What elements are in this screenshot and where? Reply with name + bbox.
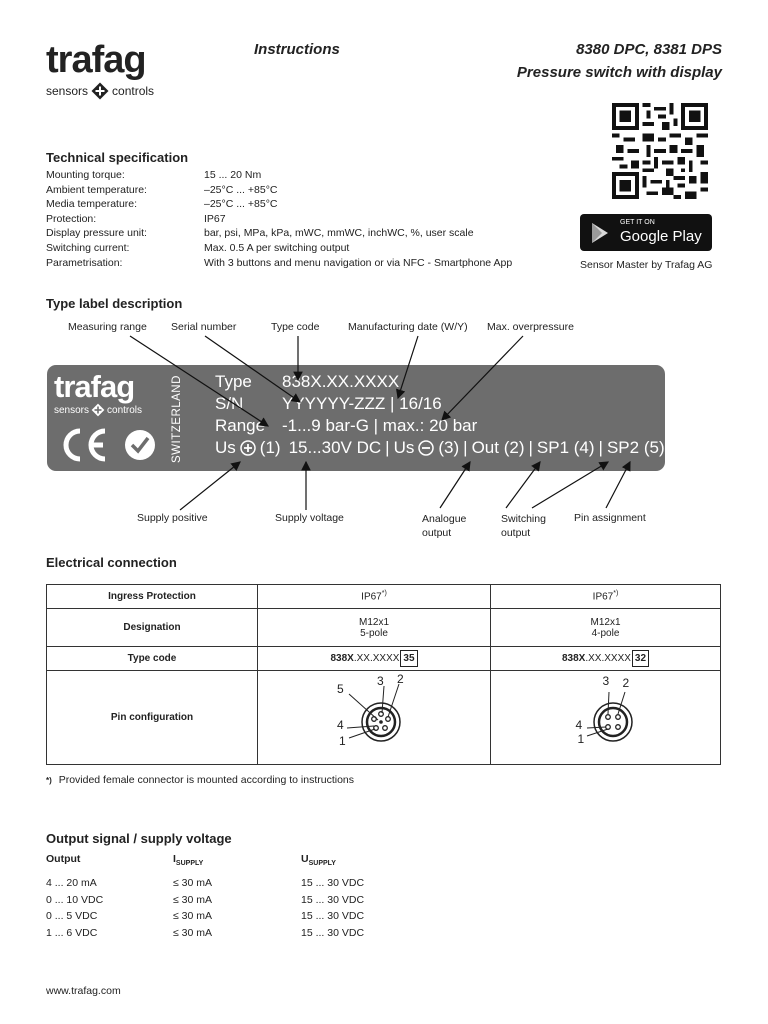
callout-switching-output — [501, 512, 546, 540]
logo-sub-right: controls — [112, 84, 155, 98]
type-label-plate: trafag sensors controls SWITZERLAND Type 838X.XX.XXXX S/N YYYYYY-ZZZ | 16/16 Range -1...9 bar-G | max.: 20 bar Us (1) 15...30V DC | Us (3) | Out (2) | SP1 (4) | SP2 (5) — [47, 365, 665, 471]
col2-code-rest: .XX.XXXX — [585, 653, 631, 664]
plate-sn-key: S/N — [215, 394, 244, 413]
col1-code-bold: 838X — [330, 653, 354, 664]
usupply-value: 15 ... 30 VDC — [301, 926, 365, 939]
pin-label-4: 4 — [575, 717, 583, 732]
logo-sub-left: sensors — [46, 84, 89, 98]
footnote-mark: *) — [46, 776, 52, 785]
isupply-value: ≤ 30 mA — [173, 926, 213, 939]
output-value: 4 ... 20 mA — [46, 877, 97, 889]
pin-label-5: 5 — [337, 681, 344, 696]
pin-label-3: 3 — [377, 673, 384, 688]
spec-label: Switching current: — [46, 241, 130, 254]
row-label-pins: Pin configuration — [47, 671, 258, 765]
plate-range-value: -1...9 bar-G — [282, 416, 369, 435]
callout-measuring-range: Measuring range — [68, 321, 147, 333]
col2-desig-1: M12x1 — [590, 616, 621, 628]
col2-ip-sup: *) — [613, 590, 619, 598]
output-title: Output signal / supply voltage — [46, 831, 232, 846]
pin-label-2: 2 — [397, 671, 404, 686]
callout-switching-2: output — [501, 527, 531, 539]
spec-label: Mounting torque: — [46, 169, 125, 181]
plate-country: SWITZERLAND — [171, 375, 183, 463]
callout-serial-number: Serial number — [171, 321, 237, 333]
col1-code-box: 35 — [400, 650, 417, 667]
footnote-text: Provided female connector is mounted according to instructions — [58, 774, 355, 786]
pin-label-4: 4 — [337, 717, 344, 732]
plate-us-plus: Us — [215, 438, 236, 457]
output-row — [46, 925, 364, 942]
col1-ip — [258, 585, 491, 609]
plate-range-max: max.: 20 bar — [382, 416, 478, 435]
spec-value: IP67 — [204, 212, 226, 225]
plate-range-key: Range — [215, 416, 266, 435]
callout-switching-1: Switching — [501, 513, 546, 525]
plate-sp2: SP2 (5) — [606, 438, 665, 457]
output-row — [46, 908, 364, 925]
output-table — [46, 853, 364, 941]
plate-type-key: Type — [215, 372, 252, 391]
plate-logo-sub-left: sensors — [54, 404, 90, 416]
usupply-sub: SUPPLY — [308, 860, 336, 868]
isupply-sub: SUPPLY — [175, 860, 204, 868]
plate-out: Out (2) — [471, 438, 525, 457]
plate-pin3: (3) — [438, 438, 460, 457]
product-heading: Pressure switch with display — [516, 64, 722, 81]
usupply-value: 15 ... 30 VDC — [301, 877, 365, 889]
row-label-ip: Ingress Protection — [47, 585, 258, 609]
usupply-value: 15 ... 30 VDC — [301, 910, 365, 922]
callout-pin-assignment: Pin assignment — [574, 512, 646, 524]
col1-ip-text: IP67 — [361, 591, 382, 603]
footnote — [46, 774, 354, 786]
col2-pins — [491, 671, 721, 765]
output-header: Output — [46, 853, 81, 865]
row-label-typecode: Type code — [47, 647, 258, 671]
logo-wordmark: trafag — [46, 39, 146, 81]
output-value: 1 ... 6 VDC — [46, 926, 98, 939]
footer-url[interactable]: www.trafag.com — [46, 985, 121, 997]
col1-code-rest: .XX.XXXX — [353, 653, 400, 664]
tech-spec-title: Technical specification — [46, 150, 189, 165]
plate-type-value: 838X.XX.XXXX — [282, 372, 400, 391]
plate-us-minus: Us — [393, 438, 415, 457]
plate-pin1: (1) — [259, 438, 281, 457]
col2-designation — [491, 609, 721, 647]
spec-label: Parametrisation: — [46, 256, 123, 269]
doc-type-heading: Instructions — [254, 41, 340, 58]
connector-5pole-icon — [319, 673, 429, 760]
plate-sn-date: 16/16 — [399, 394, 442, 413]
store-big-text: Google Play — [620, 228, 702, 245]
output-value: 0 ... 10 VDC — [46, 893, 104, 906]
col2-typecode — [491, 647, 721, 671]
plate-sn-value: YYYYYY-ZZZ — [282, 394, 386, 413]
isupply-header: I — [173, 853, 176, 865]
spec-label: Media temperature: — [46, 198, 138, 211]
pin-label-3: 3 — [602, 673, 610, 688]
spec-value: –25°C ... +85°C — [204, 198, 278, 211]
col2-ip — [491, 585, 721, 609]
callout-manufacturing-date: Manufacturing date (W/Y) — [348, 321, 468, 333]
col1-desig-1: M12x1 — [358, 616, 389, 628]
isupply-value: ≤ 30 mA — [173, 877, 213, 889]
callout-max-overpressure: Max. overpressure — [487, 321, 574, 333]
spec-value: –25°C ... +85°C — [204, 183, 278, 196]
col1-designation — [258, 609, 491, 647]
spec-label: Display pressure unit: — [46, 227, 147, 240]
callout-type-code: Type code — [271, 321, 320, 333]
spec-label: Protection: — [46, 212, 97, 225]
col1-pins — [258, 671, 491, 765]
app-caption: Sensor Master by Trafag AG — [580, 259, 713, 271]
output-row — [46, 892, 364, 909]
plate-voltage: 15...30V DC — [288, 438, 382, 457]
col1-typecode — [258, 647, 491, 671]
spec-value: 15 ... 20 Nm — [204, 169, 262, 181]
row-label-designation: Designation — [47, 609, 258, 647]
spec-value: Max. 0.5 A per switching output — [204, 241, 350, 254]
pin-label-1: 1 — [577, 731, 585, 746]
spec-value: bar, psi, MPa, kPa, mWC, mmWC, inchWC, %, user scale — [204, 227, 474, 240]
type-label-title: Type label description — [46, 296, 183, 311]
callout-analogue-output — [422, 512, 466, 540]
plate-sp1: SP1 (4) — [536, 438, 595, 457]
col1-ip-sup: *) — [381, 590, 387, 598]
model-heading: 8380 DPC, 8381 DPS — [576, 41, 722, 58]
col2-desig-2: 4-pole — [591, 627, 620, 639]
plate-logo-sub-right: controls — [107, 404, 143, 416]
output-row — [46, 875, 364, 892]
callout-supply-positive: Supply positive — [137, 512, 208, 524]
isupply-value: ≤ 30 mA — [173, 893, 213, 906]
usupply-value: 15 ... 30 VDC — [301, 893, 365, 906]
col2-code-box: 32 — [632, 650, 649, 667]
callout-analogue-2: output — [422, 527, 452, 539]
pin-label-1: 1 — [339, 733, 346, 748]
isupply-value: ≤ 30 mA — [173, 910, 213, 922]
electrical-table — [46, 584, 721, 765]
electrical-title: Electrical connection — [46, 555, 177, 570]
spec-label: Ambient temperature: — [46, 183, 147, 196]
spec-value: With 3 buttons and menu navigation or via NFC - Smartphone App — [204, 256, 513, 269]
store-small-text: GET IT ON — [620, 219, 655, 226]
connector-4pole-icon — [551, 673, 661, 760]
callout-supply-voltage: Supply voltage — [275, 512, 344, 524]
output-value: 0 ... 5 VDC — [46, 910, 98, 922]
callout-analogue-1: Analogue — [422, 513, 467, 525]
col1-desig-2: 5-pole — [360, 627, 388, 639]
plate-logo-wordmark: trafag — [54, 369, 135, 404]
col2-ip-text: IP67 — [592, 591, 614, 603]
usupply-header: U — [301, 853, 309, 865]
col2-code-bold: 838X — [561, 653, 586, 664]
pin-label-2: 2 — [622, 675, 630, 690]
